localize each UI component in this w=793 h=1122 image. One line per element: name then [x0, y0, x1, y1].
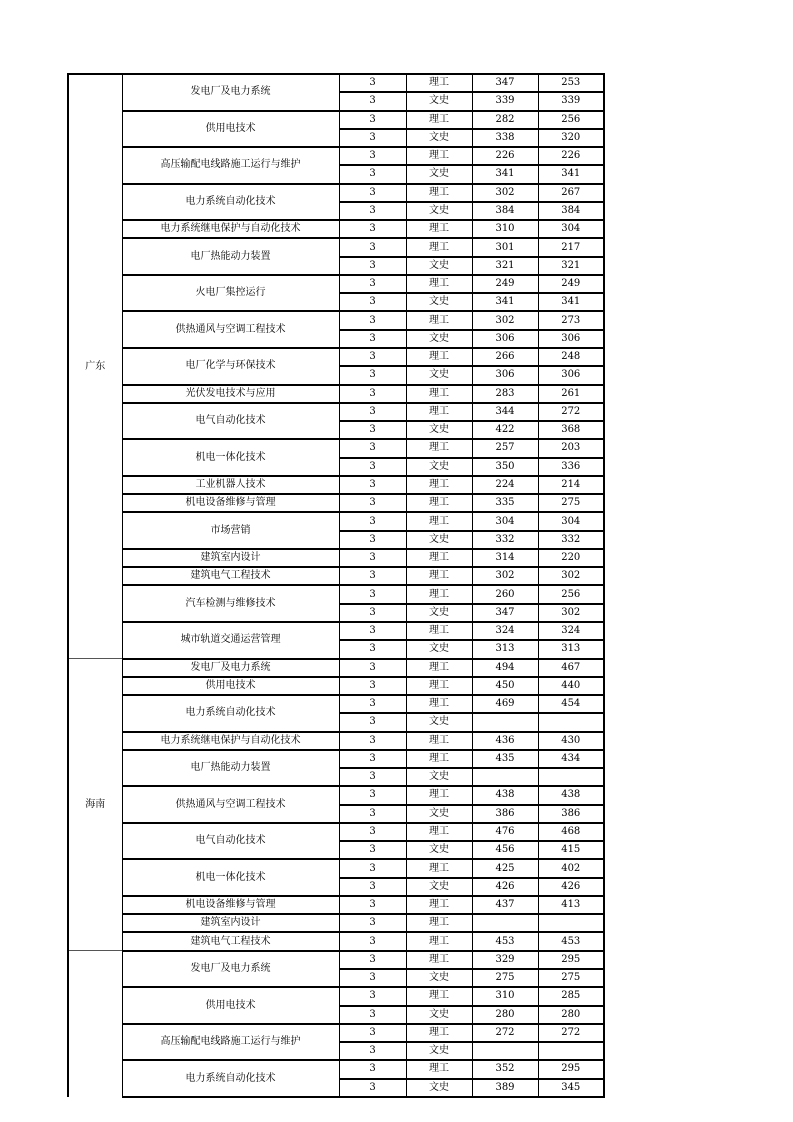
min-score-cell: 339 — [538, 92, 604, 110]
category-cell: 理工 — [406, 147, 472, 165]
table-row — [68, 567, 604, 585]
min-score-cell: 306 — [538, 366, 604, 384]
min-score-cell: 336 — [538, 458, 604, 476]
category-cell: 文史 — [406, 293, 472, 311]
max-score-cell: 389 — [472, 1079, 538, 1097]
major-name-cell: 供用电技术 — [122, 111, 339, 148]
category-cell: 理工 — [406, 549, 472, 567]
min-score-cell: 430 — [538, 732, 604, 750]
major-name-cell: 工业机器人技术 — [122, 476, 339, 494]
category-cell: 文史 — [406, 366, 472, 384]
min-score-cell: 248 — [538, 348, 604, 366]
min-score-cell: 214 — [538, 476, 604, 494]
years-cell: 3 — [339, 111, 406, 129]
years-cell: 3 — [339, 549, 406, 567]
table-row — [68, 914, 604, 932]
years-cell: 3 — [339, 732, 406, 750]
min-score-cell: 275 — [538, 494, 604, 512]
years-cell: 3 — [339, 585, 406, 603]
years-cell: 3 — [339, 622, 406, 640]
category-cell: 理工 — [406, 932, 472, 950]
major-name-cell: 发电厂及电力系统 — [122, 951, 339, 988]
category-cell: 文史 — [406, 1006, 472, 1024]
min-score-cell: 302 — [538, 604, 604, 622]
table-row — [68, 220, 604, 238]
major-name-cell: 机电设备维修与管理 — [122, 494, 339, 512]
major-name-cell: 供热通风与空调工程技术 — [122, 311, 339, 348]
category-cell: 理工 — [406, 238, 472, 256]
max-score-cell: 438 — [472, 786, 538, 804]
max-score-cell — [472, 713, 538, 731]
years-cell: 3 — [339, 969, 406, 987]
major-name-cell: 火电厂集控运行 — [122, 275, 339, 312]
years-cell: 3 — [339, 1042, 406, 1060]
min-score-cell: 415 — [538, 841, 604, 859]
table-row — [68, 549, 604, 567]
table-row — [68, 512, 604, 530]
min-score-cell — [538, 1042, 604, 1060]
major-name-cell: 电气自动化技术 — [122, 403, 339, 440]
category-cell: 理工 — [406, 896, 472, 914]
max-score-cell: 339 — [472, 92, 538, 110]
min-score-cell: 267 — [538, 184, 604, 202]
years-cell: 3 — [339, 330, 406, 348]
province-cell: 海南 — [68, 659, 122, 951]
category-cell: 文史 — [406, 969, 472, 987]
max-score-cell: 272 — [472, 1024, 538, 1042]
min-score-cell: 304 — [538, 220, 604, 238]
table-row — [68, 403, 604, 421]
max-score-cell — [472, 1042, 538, 1060]
max-score-cell: 310 — [472, 987, 538, 1005]
category-cell: 文史 — [406, 768, 472, 786]
years-cell: 3 — [339, 878, 406, 896]
table-row — [68, 659, 604, 677]
min-score-cell: 302 — [538, 567, 604, 585]
years-cell: 3 — [339, 165, 406, 183]
category-cell: 理工 — [406, 403, 472, 421]
category-cell: 文史 — [406, 604, 472, 622]
max-score-cell: 435 — [472, 750, 538, 768]
max-score-cell: 476 — [472, 823, 538, 841]
table-row — [68, 494, 604, 512]
years-cell: 3 — [339, 385, 406, 403]
min-score-cell: 453 — [538, 932, 604, 950]
min-score-cell: 217 — [538, 238, 604, 256]
category-cell: 文史 — [406, 421, 472, 439]
major-name-cell: 电厂化学与环保技术 — [122, 348, 339, 385]
years-cell: 3 — [339, 257, 406, 275]
category-cell: 文史 — [406, 92, 472, 110]
category-cell: 文史 — [406, 841, 472, 859]
table-row — [68, 1024, 604, 1042]
min-score-cell: 345 — [538, 1079, 604, 1097]
years-cell: 3 — [339, 987, 406, 1005]
max-score-cell: 341 — [472, 165, 538, 183]
years-cell: 3 — [339, 695, 406, 713]
min-score-cell: 402 — [538, 859, 604, 877]
category-cell: 理工 — [406, 275, 472, 293]
years-cell: 3 — [339, 677, 406, 695]
max-score-cell: 324 — [472, 622, 538, 640]
major-name-cell: 供用电技术 — [122, 987, 339, 1024]
category-cell: 理工 — [406, 732, 472, 750]
years-cell: 3 — [339, 147, 406, 165]
max-score-cell: 249 — [472, 275, 538, 293]
years-cell: 3 — [339, 951, 406, 969]
max-score-cell: 341 — [472, 293, 538, 311]
table-row — [68, 786, 604, 804]
years-cell: 3 — [339, 823, 406, 841]
min-score-cell: 454 — [538, 695, 604, 713]
min-score-cell: 438 — [538, 786, 604, 804]
category-cell: 理工 — [406, 1060, 472, 1078]
years-cell: 3 — [339, 750, 406, 768]
years-cell: 3 — [339, 768, 406, 786]
major-name-cell: 机电设备维修与管理 — [122, 896, 339, 914]
max-score-cell: 422 — [472, 421, 538, 439]
category-cell: 理工 — [406, 220, 472, 238]
major-name-cell: 机电一体化技术 — [122, 439, 339, 476]
max-score-cell: 304 — [472, 512, 538, 530]
min-score-cell: 306 — [538, 330, 604, 348]
max-score-cell: 456 — [472, 841, 538, 859]
category-cell: 文史 — [406, 1042, 472, 1060]
major-name-cell: 电力系统自动化技术 — [122, 695, 339, 732]
years-cell: 3 — [339, 238, 406, 256]
table-row — [68, 585, 604, 603]
table-row — [68, 348, 604, 366]
major-name-cell: 机电一体化技术 — [122, 859, 339, 896]
years-cell: 3 — [339, 531, 406, 549]
major-name-cell: 光伏发电技术与应用 — [122, 385, 339, 403]
years-cell: 3 — [339, 604, 406, 622]
years-cell: 3 — [339, 494, 406, 512]
category-cell: 理工 — [406, 823, 472, 841]
years-cell: 3 — [339, 1006, 406, 1024]
category-cell: 文史 — [406, 713, 472, 731]
min-score-cell: 313 — [538, 640, 604, 658]
years-cell: 3 — [339, 366, 406, 384]
max-score-cell: 321 — [472, 257, 538, 275]
major-name-cell: 汽车检测与维修技术 — [122, 585, 339, 622]
category-cell: 理工 — [406, 494, 472, 512]
max-score-cell: 266 — [472, 348, 538, 366]
max-score-cell: 283 — [472, 385, 538, 403]
table-row — [68, 896, 604, 914]
min-score-cell: 272 — [538, 403, 604, 421]
min-score-cell: 285 — [538, 987, 604, 1005]
max-score-cell: 302 — [472, 567, 538, 585]
max-score-cell: 313 — [472, 640, 538, 658]
major-name-cell: 供热通风与空调工程技术 — [122, 786, 339, 823]
max-score-cell: 280 — [472, 1006, 538, 1024]
years-cell: 3 — [339, 92, 406, 110]
category-cell: 理工 — [406, 859, 472, 877]
category-cell: 理工 — [406, 348, 472, 366]
major-name-cell: 城市轨道交通运营管理 — [122, 622, 339, 659]
max-score-cell: 344 — [472, 403, 538, 421]
category-cell: 文史 — [406, 531, 472, 549]
category-cell: 文史 — [406, 202, 472, 220]
years-cell: 3 — [339, 458, 406, 476]
years-cell: 3 — [339, 275, 406, 293]
min-score-cell: 256 — [538, 111, 604, 129]
min-score-cell: 413 — [538, 896, 604, 914]
min-score-cell: 261 — [538, 385, 604, 403]
max-score-cell: 352 — [472, 1060, 538, 1078]
years-cell: 3 — [339, 202, 406, 220]
major-name-cell: 电力系统继电保护与自动化技术 — [122, 732, 339, 750]
table-row — [68, 951, 604, 969]
table-row — [68, 987, 604, 1005]
min-score-cell: 467 — [538, 659, 604, 677]
category-cell: 理工 — [406, 677, 472, 695]
years-cell: 3 — [339, 1060, 406, 1078]
years-cell: 3 — [339, 439, 406, 457]
category-cell: 理工 — [406, 512, 472, 530]
min-score-cell: 295 — [538, 951, 604, 969]
min-score-cell: 332 — [538, 531, 604, 549]
table-row — [68, 439, 604, 457]
category-cell: 理工 — [406, 111, 472, 129]
table-row — [68, 311, 604, 329]
years-cell: 3 — [339, 713, 406, 731]
max-score-cell — [472, 768, 538, 786]
max-score-cell: 314 — [472, 549, 538, 567]
min-score-cell: 434 — [538, 750, 604, 768]
major-name-cell: 高压输配电线路施工运行与维护 — [122, 147, 339, 184]
table-row — [68, 275, 604, 293]
major-name-cell: 建筑电气工程技术 — [122, 932, 339, 950]
min-score-cell: 272 — [538, 1024, 604, 1042]
min-score-cell: 320 — [538, 129, 604, 147]
category-cell: 理工 — [406, 184, 472, 202]
min-score-cell: 440 — [538, 677, 604, 695]
major-name-cell: 高压输配电线路施工运行与维护 — [122, 1024, 339, 1061]
years-cell: 3 — [339, 293, 406, 311]
min-score-cell — [538, 713, 604, 731]
table-row — [68, 859, 604, 877]
table-row — [68, 184, 604, 202]
min-score-cell: 368 — [538, 421, 604, 439]
years-cell: 3 — [339, 859, 406, 877]
category-cell: 理工 — [406, 786, 472, 804]
category-cell: 文史 — [406, 878, 472, 896]
category-cell: 理工 — [406, 476, 472, 494]
major-name-cell: 供用电技术 — [122, 677, 339, 695]
score-table-sheet — [67, 73, 605, 1098]
category-cell: 文史 — [406, 1079, 472, 1097]
table-row — [68, 677, 604, 695]
years-cell: 3 — [339, 567, 406, 585]
years-cell: 3 — [339, 786, 406, 804]
category-cell: 理工 — [406, 1024, 472, 1042]
min-score-cell — [538, 768, 604, 786]
min-score-cell: 249 — [538, 275, 604, 293]
max-score-cell: 275 — [472, 969, 538, 987]
min-score-cell: 226 — [538, 147, 604, 165]
max-score-cell — [472, 914, 538, 932]
years-cell: 3 — [339, 1079, 406, 1097]
max-score-cell: 306 — [472, 366, 538, 384]
max-score-cell: 332 — [472, 531, 538, 549]
category-cell: 理工 — [406, 622, 472, 640]
max-score-cell: 384 — [472, 202, 538, 220]
table-row — [68, 732, 604, 750]
min-score-cell: 220 — [538, 549, 604, 567]
max-score-cell: 302 — [472, 184, 538, 202]
major-name-cell: 建筑电气工程技术 — [122, 567, 339, 585]
admission-score-table — [67, 73, 605, 1098]
category-cell: 文史 — [406, 257, 472, 275]
category-cell: 理工 — [406, 385, 472, 403]
max-score-cell: 226 — [472, 147, 538, 165]
table-row — [68, 147, 604, 165]
major-name-cell: 电力系统自动化技术 — [122, 184, 339, 221]
category-cell: 文史 — [406, 330, 472, 348]
max-score-cell: 224 — [472, 476, 538, 494]
category-cell: 理工 — [406, 695, 472, 713]
table-row — [68, 823, 604, 841]
min-score-cell: 280 — [538, 1006, 604, 1024]
years-cell: 3 — [339, 512, 406, 530]
min-score-cell: 275 — [538, 969, 604, 987]
category-cell: 文史 — [406, 805, 472, 823]
max-score-cell: 425 — [472, 859, 538, 877]
major-name-cell: 电厂热能动力装置 — [122, 750, 339, 787]
category-cell: 理工 — [406, 987, 472, 1005]
major-name-cell: 建筑室内设计 — [122, 549, 339, 567]
max-score-cell: 494 — [472, 659, 538, 677]
province-cell: 广东 — [68, 74, 122, 659]
max-score-cell: 306 — [472, 330, 538, 348]
table-row — [68, 111, 604, 129]
years-cell: 3 — [339, 932, 406, 950]
years-cell: 3 — [339, 421, 406, 439]
years-cell: 3 — [339, 659, 406, 677]
min-score-cell: 341 — [538, 293, 604, 311]
years-cell: 3 — [339, 914, 406, 932]
category-cell: 理工 — [406, 914, 472, 932]
max-score-cell: 302 — [472, 311, 538, 329]
min-score-cell: 203 — [538, 439, 604, 457]
years-cell: 3 — [339, 841, 406, 859]
category-cell: 理工 — [406, 74, 472, 92]
category-cell: 理工 — [406, 951, 472, 969]
major-name-cell: 电力系统继电保护与自动化技术 — [122, 220, 339, 238]
province-cell — [68, 951, 122, 1097]
years-cell: 3 — [339, 348, 406, 366]
table-row — [68, 932, 604, 950]
years-cell: 3 — [339, 805, 406, 823]
category-cell: 理工 — [406, 659, 472, 677]
major-name-cell: 电厂热能动力装置 — [122, 238, 339, 275]
min-score-cell: 324 — [538, 622, 604, 640]
min-score-cell: 386 — [538, 805, 604, 823]
max-score-cell: 329 — [472, 951, 538, 969]
category-cell: 文史 — [406, 458, 472, 476]
category-cell: 文史 — [406, 165, 472, 183]
max-score-cell: 347 — [472, 604, 538, 622]
category-cell: 理工 — [406, 439, 472, 457]
max-score-cell: 338 — [472, 129, 538, 147]
min-score-cell: 468 — [538, 823, 604, 841]
table-row — [68, 74, 604, 92]
table-row — [68, 750, 604, 768]
min-score-cell: 273 — [538, 311, 604, 329]
min-score-cell: 321 — [538, 257, 604, 275]
max-score-cell: 282 — [472, 111, 538, 129]
max-score-cell: 350 — [472, 458, 538, 476]
max-score-cell: 310 — [472, 220, 538, 238]
min-score-cell: 341 — [538, 165, 604, 183]
major-name-cell: 电力系统自动化技术 — [122, 1060, 339, 1097]
years-cell: 3 — [339, 640, 406, 658]
years-cell: 3 — [339, 403, 406, 421]
max-score-cell: 453 — [472, 932, 538, 950]
max-score-cell: 386 — [472, 805, 538, 823]
max-score-cell: 301 — [472, 238, 538, 256]
max-score-cell: 436 — [472, 732, 538, 750]
min-score-cell: 304 — [538, 512, 604, 530]
max-score-cell: 347 — [472, 74, 538, 92]
years-cell: 3 — [339, 896, 406, 914]
major-name-cell: 发电厂及电力系统 — [122, 659, 339, 677]
max-score-cell: 257 — [472, 439, 538, 457]
table-row — [68, 238, 604, 256]
category-cell: 理工 — [406, 750, 472, 768]
years-cell: 3 — [339, 311, 406, 329]
table-row — [68, 695, 604, 713]
category-cell: 文史 — [406, 640, 472, 658]
min-score-cell: 256 — [538, 585, 604, 603]
max-score-cell: 260 — [472, 585, 538, 603]
table-row — [68, 476, 604, 494]
max-score-cell: 335 — [472, 494, 538, 512]
category-cell: 文史 — [406, 129, 472, 147]
years-cell: 3 — [339, 129, 406, 147]
min-score-cell: 384 — [538, 202, 604, 220]
table-row — [68, 385, 604, 403]
max-score-cell: 450 — [472, 677, 538, 695]
min-score-cell: 426 — [538, 878, 604, 896]
major-name-cell: 建筑室内设计 — [122, 914, 339, 932]
years-cell: 3 — [339, 476, 406, 494]
category-cell: 理工 — [406, 585, 472, 603]
max-score-cell: 426 — [472, 878, 538, 896]
major-name-cell: 发电厂及电力系统 — [122, 74, 339, 111]
category-cell: 理工 — [406, 311, 472, 329]
years-cell: 3 — [339, 184, 406, 202]
table-row — [68, 1060, 604, 1078]
min-score-cell — [538, 914, 604, 932]
min-score-cell: 295 — [538, 1060, 604, 1078]
years-cell: 3 — [339, 1024, 406, 1042]
major-name-cell: 市场营销 — [122, 512, 339, 549]
max-score-cell: 437 — [472, 896, 538, 914]
years-cell: 3 — [339, 74, 406, 92]
table-row — [68, 622, 604, 640]
major-name-cell: 电气自动化技术 — [122, 823, 339, 860]
category-cell: 理工 — [406, 567, 472, 585]
years-cell: 3 — [339, 220, 406, 238]
min-score-cell: 253 — [538, 74, 604, 92]
max-score-cell: 469 — [472, 695, 538, 713]
